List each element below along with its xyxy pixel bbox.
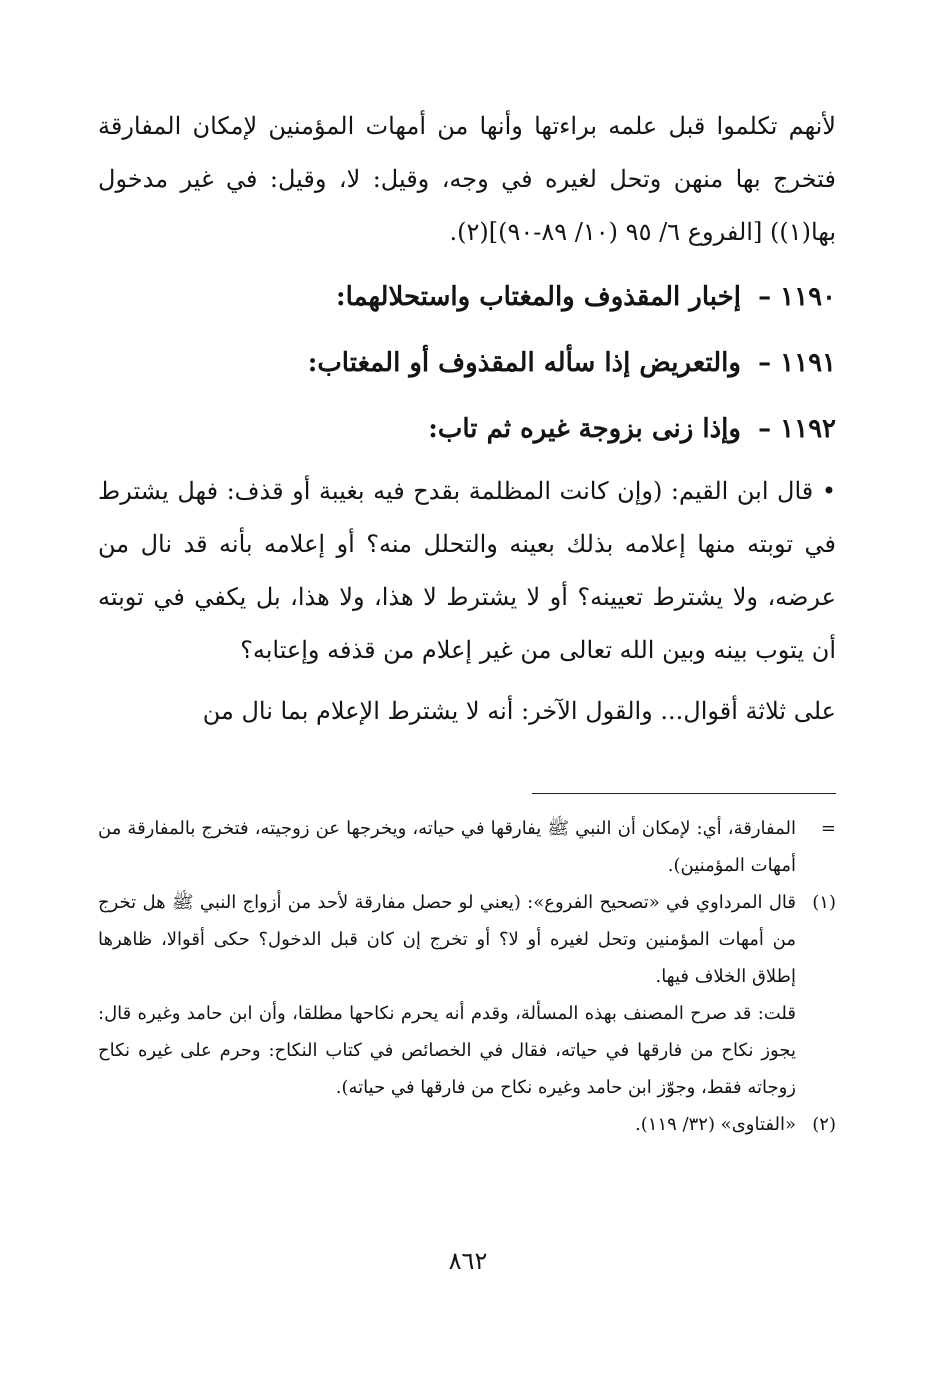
footnotes [98, 810, 836, 1143]
section-title: وإذا زنى بزوجة غيره ثم تاب: [428, 414, 741, 444]
section-heading-1191 [98, 343, 836, 383]
footnote-mark: (١) [812, 892, 836, 913]
continuation-mark: = [820, 818, 836, 839]
footnote-continuation: = المفارقة، أي: لإمكان أن النبي ﷺ يفارقها في حياته، ويخرجها عن زوجيته، فتخرج بالمفارقة من أمهات المؤمنين). [98, 810, 836, 884]
section-number: ١١٩١ – [758, 348, 836, 378]
paragraph-3: على ثلاثة أقوال... والقول الآخر: أنه لا يشترط الإعلام بما نال من [202, 697, 836, 725]
footnote-divider [532, 793, 836, 794]
paragraph-1: لأنهم تكلموا قبل علمه براءتها وأنها من أمهات المؤمنين لإمكان المفارقة فتخرج بها منهن وتحل لغيره في وجه، وقيل: لا، وقيل: في غير مدخول بها(١)) [الفروع ٦/ ٩٥ (١٠/ ٨٩-٩٠)](٢). [98, 112, 836, 246]
section-title: إخبار المقذوف والمغتاب واستحلالهما: [335, 282, 741, 312]
main-text [98, 100, 836, 738]
footnote-1: (١) قال المرداوي في «تصحيح الفروع»: (يعني لو حصل مفارقة لأحد من أزواج النبي ﷺ هل تخرج من أمهات المؤمنين وتحل لغيره أو لا؟ أو تخرج إن كان قبل الدخول؟ حكى أقوالا، ظاهرها إطلاق الخلاف فيها. [98, 884, 836, 995]
footnote-mark: (٢) [812, 1114, 836, 1135]
section-heading-1190 [98, 277, 836, 317]
section-heading-1192 [98, 409, 836, 449]
section-number: ١١٩٠ – [758, 282, 836, 312]
footnote-2: (٢) «الفتاوى» (٣٢/ ١١٩). [98, 1106, 836, 1143]
page-number: ٨٦٢ [448, 1247, 488, 1275]
section-number: ١١٩٢ – [758, 414, 836, 444]
paragraph-2: • قال ابن القيم: (وإن كانت المظلمة بقدح فيه بغيبة أو قذف: فهل يشترط في توبته منها إعلامه بذلك بعينه والتحلل منه؟ أو إعلامه بأنه قد نال من عرضه، ولا يشترط تعيينه؟ أو لا يشترط لا هذا، ولا هذا، بل يكفي في توبته أن يتوب بينه وبين الله تعالى من غير إعلام من قذفه وإعتابه؟ [98, 477, 836, 664]
footnote-1-continued: قلت: قد صرح المصنف بهذه المسألة، وقدم أنه يحرم نكاحها مطلقا، وأن ابن حامد وغيره قال: يجوز نكاح من فارقها في حياته، فقال في الخصائص في كتاب النكاح: وحرم على غيره نكاح زوجاته فقط، وجوّز ابن حامد وغيره نكاح من فارقها في حياته). [98, 1003, 796, 1098]
section-title: والتعريض إذا سأله المقذوف أو المغتاب: [307, 348, 741, 378]
